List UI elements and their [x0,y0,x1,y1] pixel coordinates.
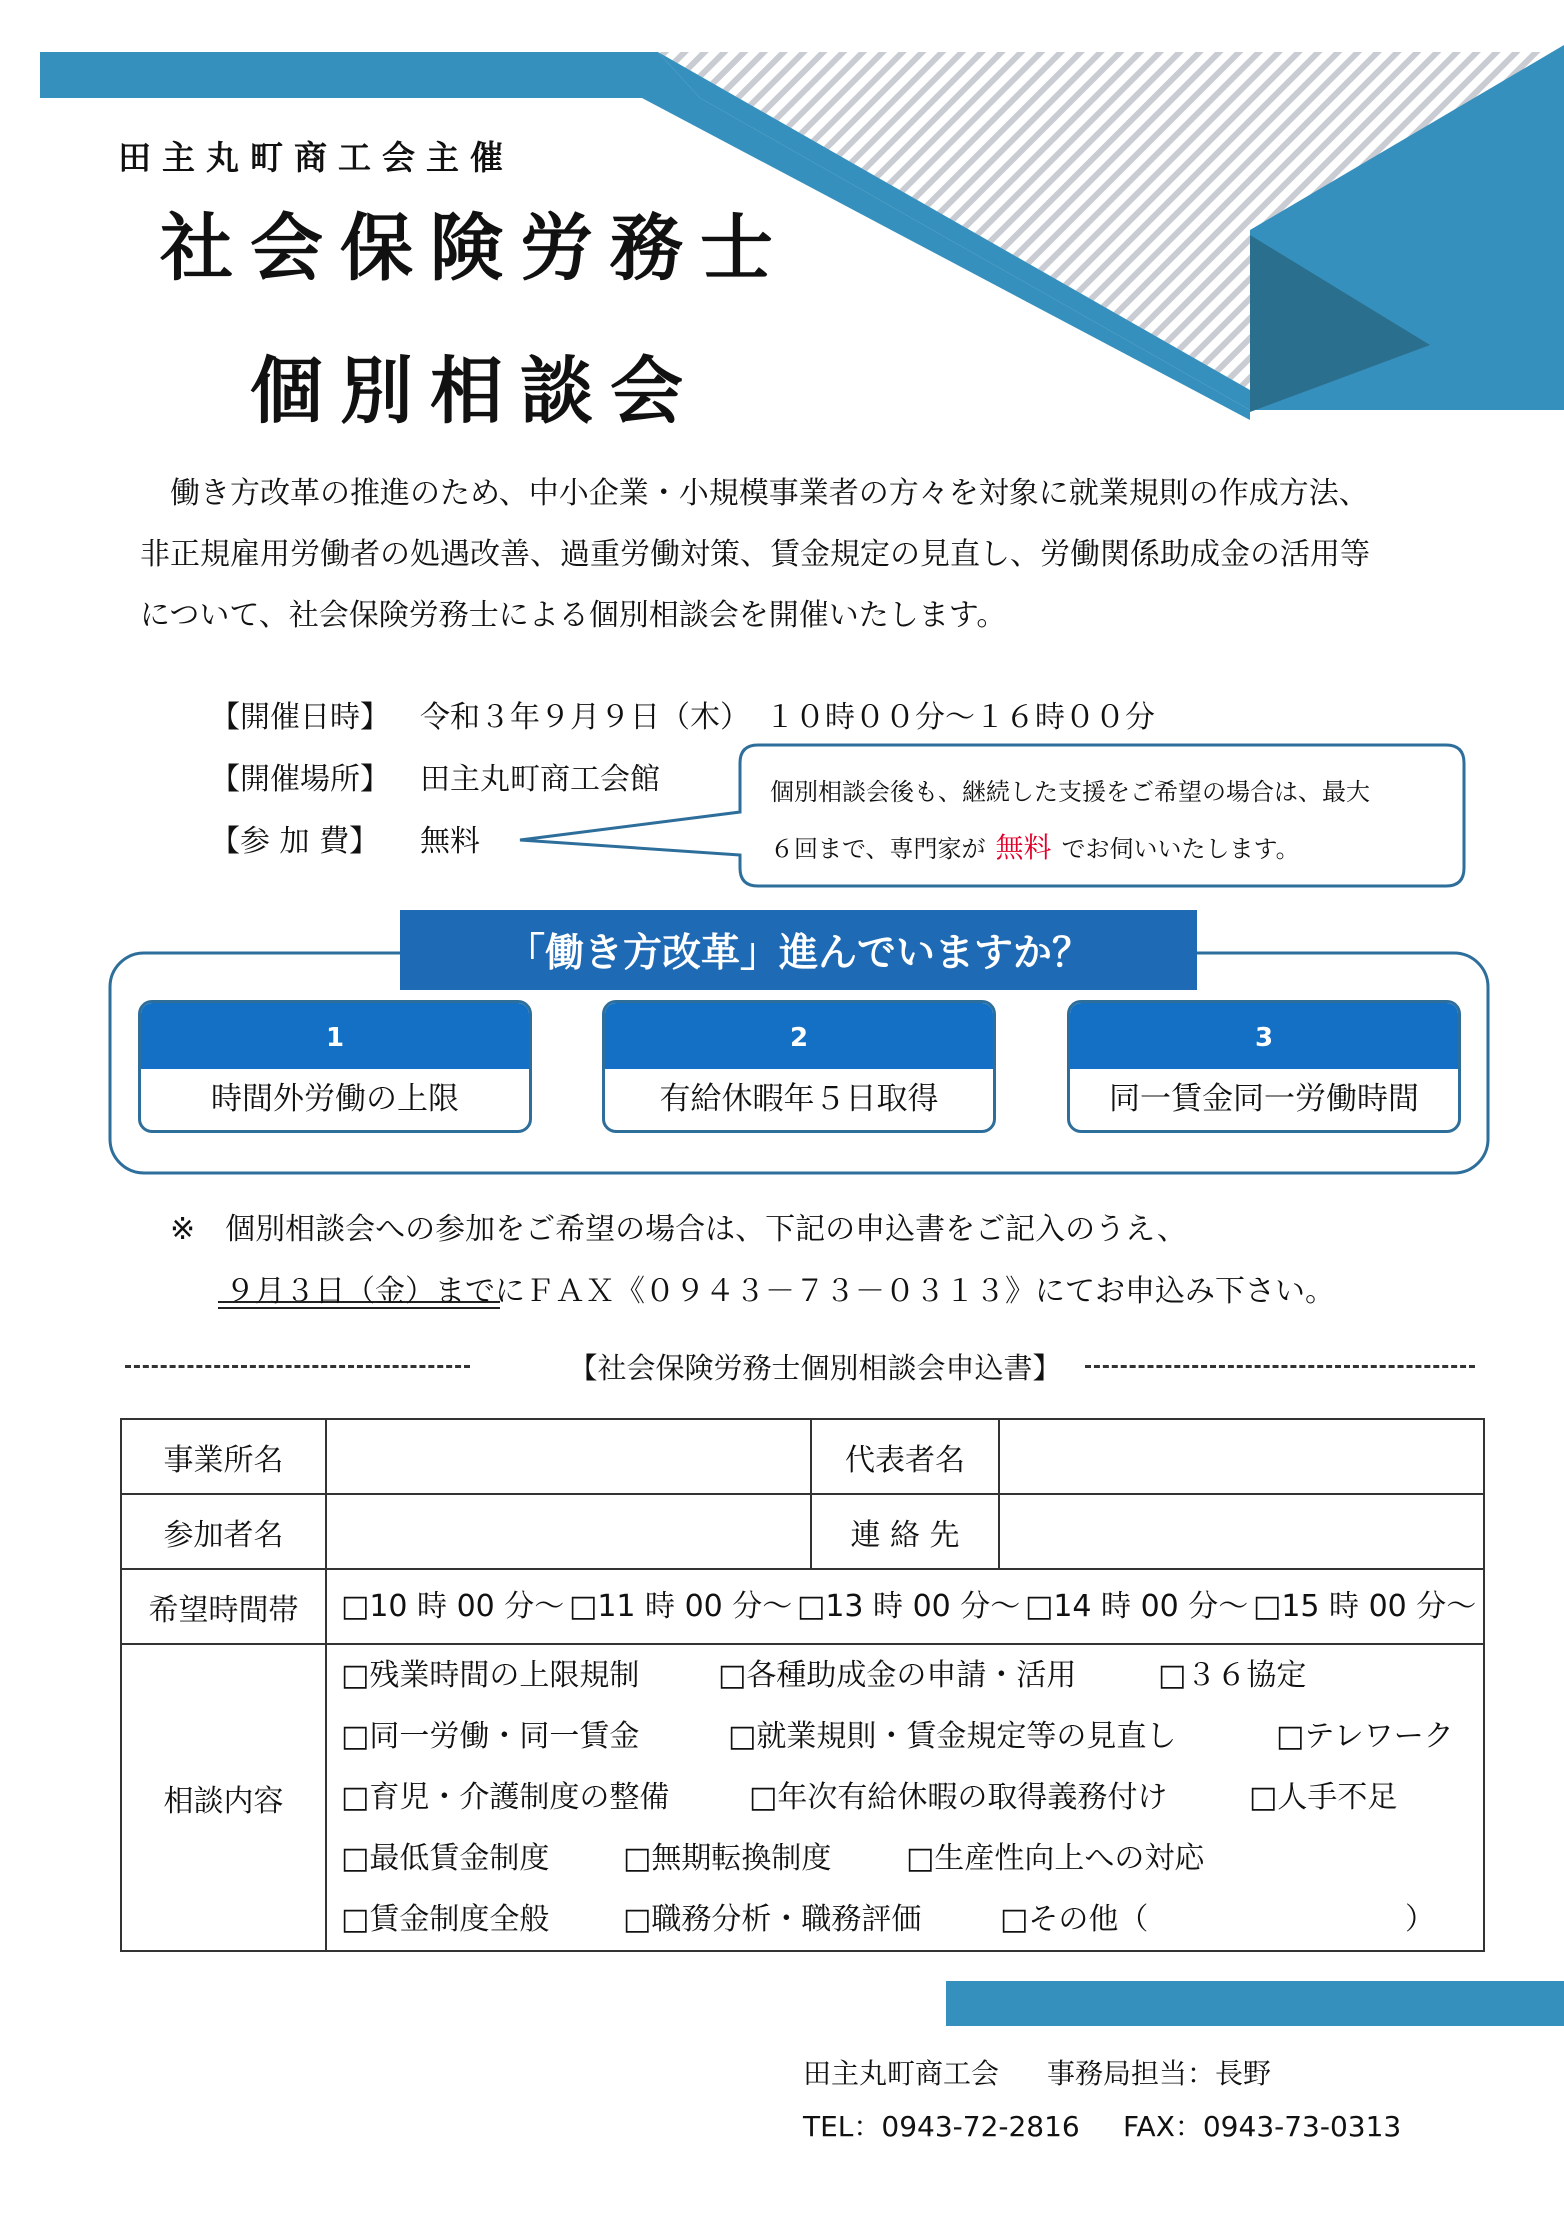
topic-checkbox[interactable]: □残業時間の上限規制 [341,1658,640,1693]
event-fee-row [210,816,480,860]
event-place-label: 【開催場所】 [210,762,390,797]
topic-checkbox[interactable]: □生産性向上への対応 [906,1841,1205,1876]
time-checkbox[interactable]: □13 時 00 分～ [797,1589,1021,1624]
intro-line: について、社会保険労務士による個別相談会を開催いたします。 [140,598,1007,633]
topic-checkbox[interactable]: □無期転換制度 [623,1841,832,1876]
application-form [120,1418,1485,1952]
reform-card [602,1000,996,1133]
topic-checkbox[interactable]: □３６協定 [1158,1658,1307,1693]
participant-label: 参加者名 [121,1494,326,1569]
intro-line: 非正規雇用労働者の処遇改善、過重労働対策、賃金規定の見直し、労働関係助成金の活用等 [140,537,1370,572]
topic-checkbox[interactable]: □年次有給休暇の取得義務付け [749,1780,1168,1815]
time-checkbox[interactable]: □15 時 00 分～ [1253,1589,1477,1624]
footer-contact-line [803,2105,1401,2145]
event-date-row [210,692,1155,736]
application-note-line1: ※ 個別相談会への参加をご希望の場合は、下記の申込書をご記入のうえ、 [170,1212,1187,1247]
time-checkbox[interactable]: □14 時 00 分～ [1025,1589,1249,1624]
other-topic-close-paren: ） [1405,1902,1435,1937]
reform-card-number: 2 [605,1003,993,1069]
reform-card [138,1000,532,1133]
topic-checkbox[interactable]: □同一労働・同一賃金 [341,1719,640,1754]
topic-checkbox[interactable]: □職務分析・職務評価 [623,1902,922,1937]
participant-field[interactable] [326,1494,811,1569]
free-highlight: 無料 [995,831,1052,864]
reform-card [1067,1000,1461,1133]
footer-org: 田主丸町商工会 [803,2057,1000,2090]
contact-field[interactable] [999,1494,1484,1569]
event-fee-value: 無料 [420,824,480,859]
topic-checkbox[interactable]: □テレワーク [1276,1719,1454,1754]
intro-line: 働き方改革の推進のため、中小企業・小規模事業者の方々を対象に就業規則の作成方法、 [140,476,1369,511]
event-date-value: 令和３年９月９日（木） １０時００分～１６時００分 [420,700,1155,735]
time-checkbox[interactable]: □11 時 00 分～ [569,1589,793,1624]
topic-checkbox[interactable]: □人手不足 [1249,1780,1398,1815]
footer-bar [946,1981,1564,2026]
contact-label: 連 絡 先 [811,1494,999,1569]
reform-card-label: 同一賃金同一労働時間 [1109,1081,1419,1117]
representative-field[interactable] [999,1419,1484,1494]
topic-checkbox[interactable]: □最低賃金制度 [341,1841,550,1876]
event-place-row [210,754,660,798]
application-note-line2 [225,1266,1335,1310]
reform-banner: 「働き方改革」進んでいますか？ [400,910,1197,990]
reform-card-label: 有給休暇年５日取得 [659,1081,939,1117]
page-title-line2: 個別相談会 [250,349,700,434]
topic-checkbox[interactable]: □育児・介護制度の整備 [341,1780,670,1815]
consult-topics-label: 相談内容 [121,1644,326,1951]
top-bar [40,52,700,98]
topic-checkbox[interactable]: □就業規則・賃金規定等の見直し [728,1719,1177,1754]
reform-card-label: 時間外労働の上限 [211,1081,459,1117]
topic-checkbox[interactable]: □賃金制度全般 [341,1902,550,1937]
consult-topics-options [326,1644,1484,1951]
other-topic-checkbox[interactable]: □その他（ [1000,1902,1149,1937]
representative-label: 代表者名 [811,1419,999,1494]
topic-checkbox[interactable]: □各種助成金の申請・活用 [718,1658,1077,1693]
footer-tel: TEL：0943-72-2816 [803,2110,1080,2143]
deadline-text: ９月３日（金）まで [225,1274,495,1309]
footer-fax: FAX：0943-73-0313 [1123,2110,1402,2143]
reform-card-number: 3 [1070,1003,1458,1069]
office-name-label: 事業所名 [121,1419,326,1494]
bubble-line1: 個別相談会後も、継続した支援をご希望の場合は、最大 [770,778,1370,806]
page-title-line1: 社会保険労務士 [160,206,790,291]
footer-org-line [803,2052,1271,2092]
office-name-field[interactable] [326,1419,811,1494]
intro-paragraph [140,463,1470,646]
bubble-line2 [770,826,1300,866]
event-date-label: 【開催日時】 [210,700,390,735]
fax-instruction: にＦＡＸ《０９４３－７３－０３１３》にてお申込み下さい。 [495,1274,1335,1309]
bubble-line2-before: ６回まで、専門家が [770,835,986,863]
reform-card-number: 1 [141,1003,529,1069]
event-fee-label: 【参 加 費】 [210,824,380,859]
preferred-time-options [326,1569,1484,1644]
time-checkbox[interactable]: □10 時 00 分～ [341,1589,565,1624]
organizer-label: 田主丸町商工会主催 [118,138,514,177]
preferred-time-label: 希望時間帯 [121,1569,326,1644]
footer-staff: 事務局担当：長野 [1047,2057,1272,2090]
bubble-line2-after: でお伺いいたします。 [1061,835,1300,863]
event-place-value: 田主丸町商工会館 [420,762,660,797]
form-title: 【社会保険労務士個別相談会申込書】 [568,1351,1062,1385]
